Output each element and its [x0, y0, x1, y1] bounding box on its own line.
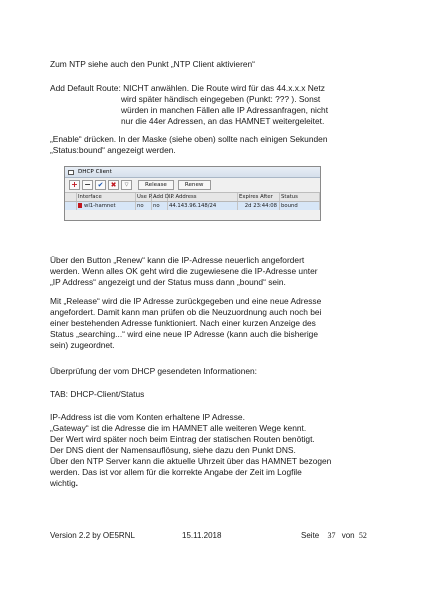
- footer-total-pages: 52: [358, 531, 367, 540]
- column-header-expires-after[interactable]: Expires After: [238, 193, 280, 201]
- renew-line-1: Über den Button „Renew“ kann die IP-Adresse neuerlich angefordert: [50, 255, 305, 265]
- default-route-cont-2: würden in manchen Fällen alle IP Adressanfragen, nicht: [121, 105, 329, 115]
- release-line-4: Status „searching...“ wird eine neue IP Adresse (kann auch die bisherige: [50, 329, 318, 339]
- column-header-add-default-route[interactable]: Add D...: [153, 194, 175, 200]
- info-line-6: werden. Das ist vor allem für die korrekte Angabe der Zeit im Logfile: [50, 467, 302, 477]
- default-route-cont-3: nur die 44er Adressen, an das HAMNET weitergeleitet.: [121, 116, 325, 126]
- default-route-line: Add Default Route: NICHT anwählen. Die Route wird für das 44.x.x.x Netz: [50, 83, 325, 93]
- footer-page-number: 37: [327, 531, 336, 540]
- window-icon: [68, 170, 74, 175]
- row-status: bound: [280, 202, 320, 210]
- remove-icon[interactable]: −: [82, 180, 93, 190]
- enable-check-icon[interactable]: ✔: [95, 180, 106, 190]
- renew-line-2: werden. Wenn alles OK geht wird die zugewiesene die IP-Adresse unter: [50, 266, 318, 276]
- footer-page: [301, 531, 367, 541]
- renew-button[interactable]: Renew: [178, 180, 211, 190]
- table-row[interactable]: [65, 202, 320, 210]
- footer-date: 15.11.2018: [182, 531, 222, 540]
- dhcp-client-window: [64, 166, 321, 221]
- info-line-4: Der DNS dient der Namensauflösung, siehe dazu den Punkt DNS.: [50, 445, 296, 455]
- row-expires-after: 2d 23:44:08: [238, 202, 280, 210]
- footer-version: Version 2.2 by OE5RNL: [50, 531, 135, 540]
- row-flag: [65, 202, 77, 210]
- table-header: [65, 193, 320, 202]
- release-line-5: sein) zugeordnet.: [50, 340, 115, 350]
- renew-line-3: „IP Address“ angezeigt und der Status muss dann „bound“ sein.: [50, 277, 286, 287]
- footer-page-label: Seite: [301, 531, 320, 540]
- dhcp-client-titlebar: [65, 167, 320, 178]
- info-line-7-text: wichtig: [50, 478, 76, 488]
- footer-of-label: von: [341, 531, 355, 540]
- info-line-1: IP-Address ist die vom Konten erhaltene IP Adresse.: [50, 412, 245, 422]
- dhcp-toolbar: [65, 178, 320, 193]
- add-icon[interactable]: +: [69, 180, 80, 190]
- row-use-peer-dns: no: [136, 202, 152, 210]
- enable-line-2: „Status:bound“ angezeigt werden.: [50, 145, 176, 155]
- column-header-use-peer-dns[interactable]: Use P...: [137, 194, 156, 200]
- row-ip-address: 44.143.96.148/24: [168, 202, 238, 210]
- row-interface-name: wl1-hamnet: [84, 203, 116, 209]
- disable-x-icon[interactable]: ✖: [108, 180, 119, 190]
- dhcp-client-title: DHCP Client: [78, 169, 112, 175]
- default-route-cont-1: wird später händisch eingegeben (Punkt: ??? ). Sonst: [121, 94, 321, 104]
- ntp-paragraph: Zum NTP siehe auch den Punkt „NTP Client aktivieren“: [50, 59, 255, 69]
- column-header-status[interactable]: Status: [280, 193, 320, 201]
- info-line-5: Über den NTP Server kann die aktuelle Uhrzeit über das HAMNET bezogen: [50, 456, 332, 466]
- release-button[interactable]: Release: [138, 180, 174, 190]
- row-interface: [77, 202, 136, 210]
- dhcp-client-table: [65, 193, 320, 210]
- enable-line-1: „Enable“ drücken. In der Maske (siehe oben) sollte nach einigen Sekunden: [50, 134, 328, 144]
- tab-line: TAB: DHCP-Client/Status: [50, 389, 145, 399]
- row-add-default-route: no: [152, 202, 168, 210]
- info-line-7: [50, 478, 390, 489]
- release-line-1: Mit „Release“ wird die IP Adresse zurückgegeben und eine neue Adresse: [50, 296, 322, 306]
- release-line-3: einer bestehenden Adresse funktioniert. Nach einer kurzen Anzeige des: [50, 318, 316, 328]
- filter-icon[interactable]: ▽: [121, 180, 132, 190]
- interface-icon: [78, 203, 82, 208]
- info-line-3: Der Wert wird später noch beim Eintrag der statischen Routen benötigt.: [50, 434, 315, 444]
- info-line-2: „Gateway“ ist die Adresse die im HAMNET alle weiteren Wege kennt.: [50, 423, 307, 433]
- check-line: Überprüfung der vom DHCP gesendeten Informationen:: [50, 366, 258, 376]
- release-line-2: angefordert. Damit kann man prüfen ob die Neuzuordnung auch noch bei: [50, 307, 322, 317]
- column-header-flag[interactable]: [65, 193, 77, 201]
- info-line-7-end: .: [75, 478, 78, 488]
- column-header-ip-address[interactable]: IP Address: [168, 193, 238, 201]
- column-header-interface[interactable]: Interface: [77, 193, 136, 201]
